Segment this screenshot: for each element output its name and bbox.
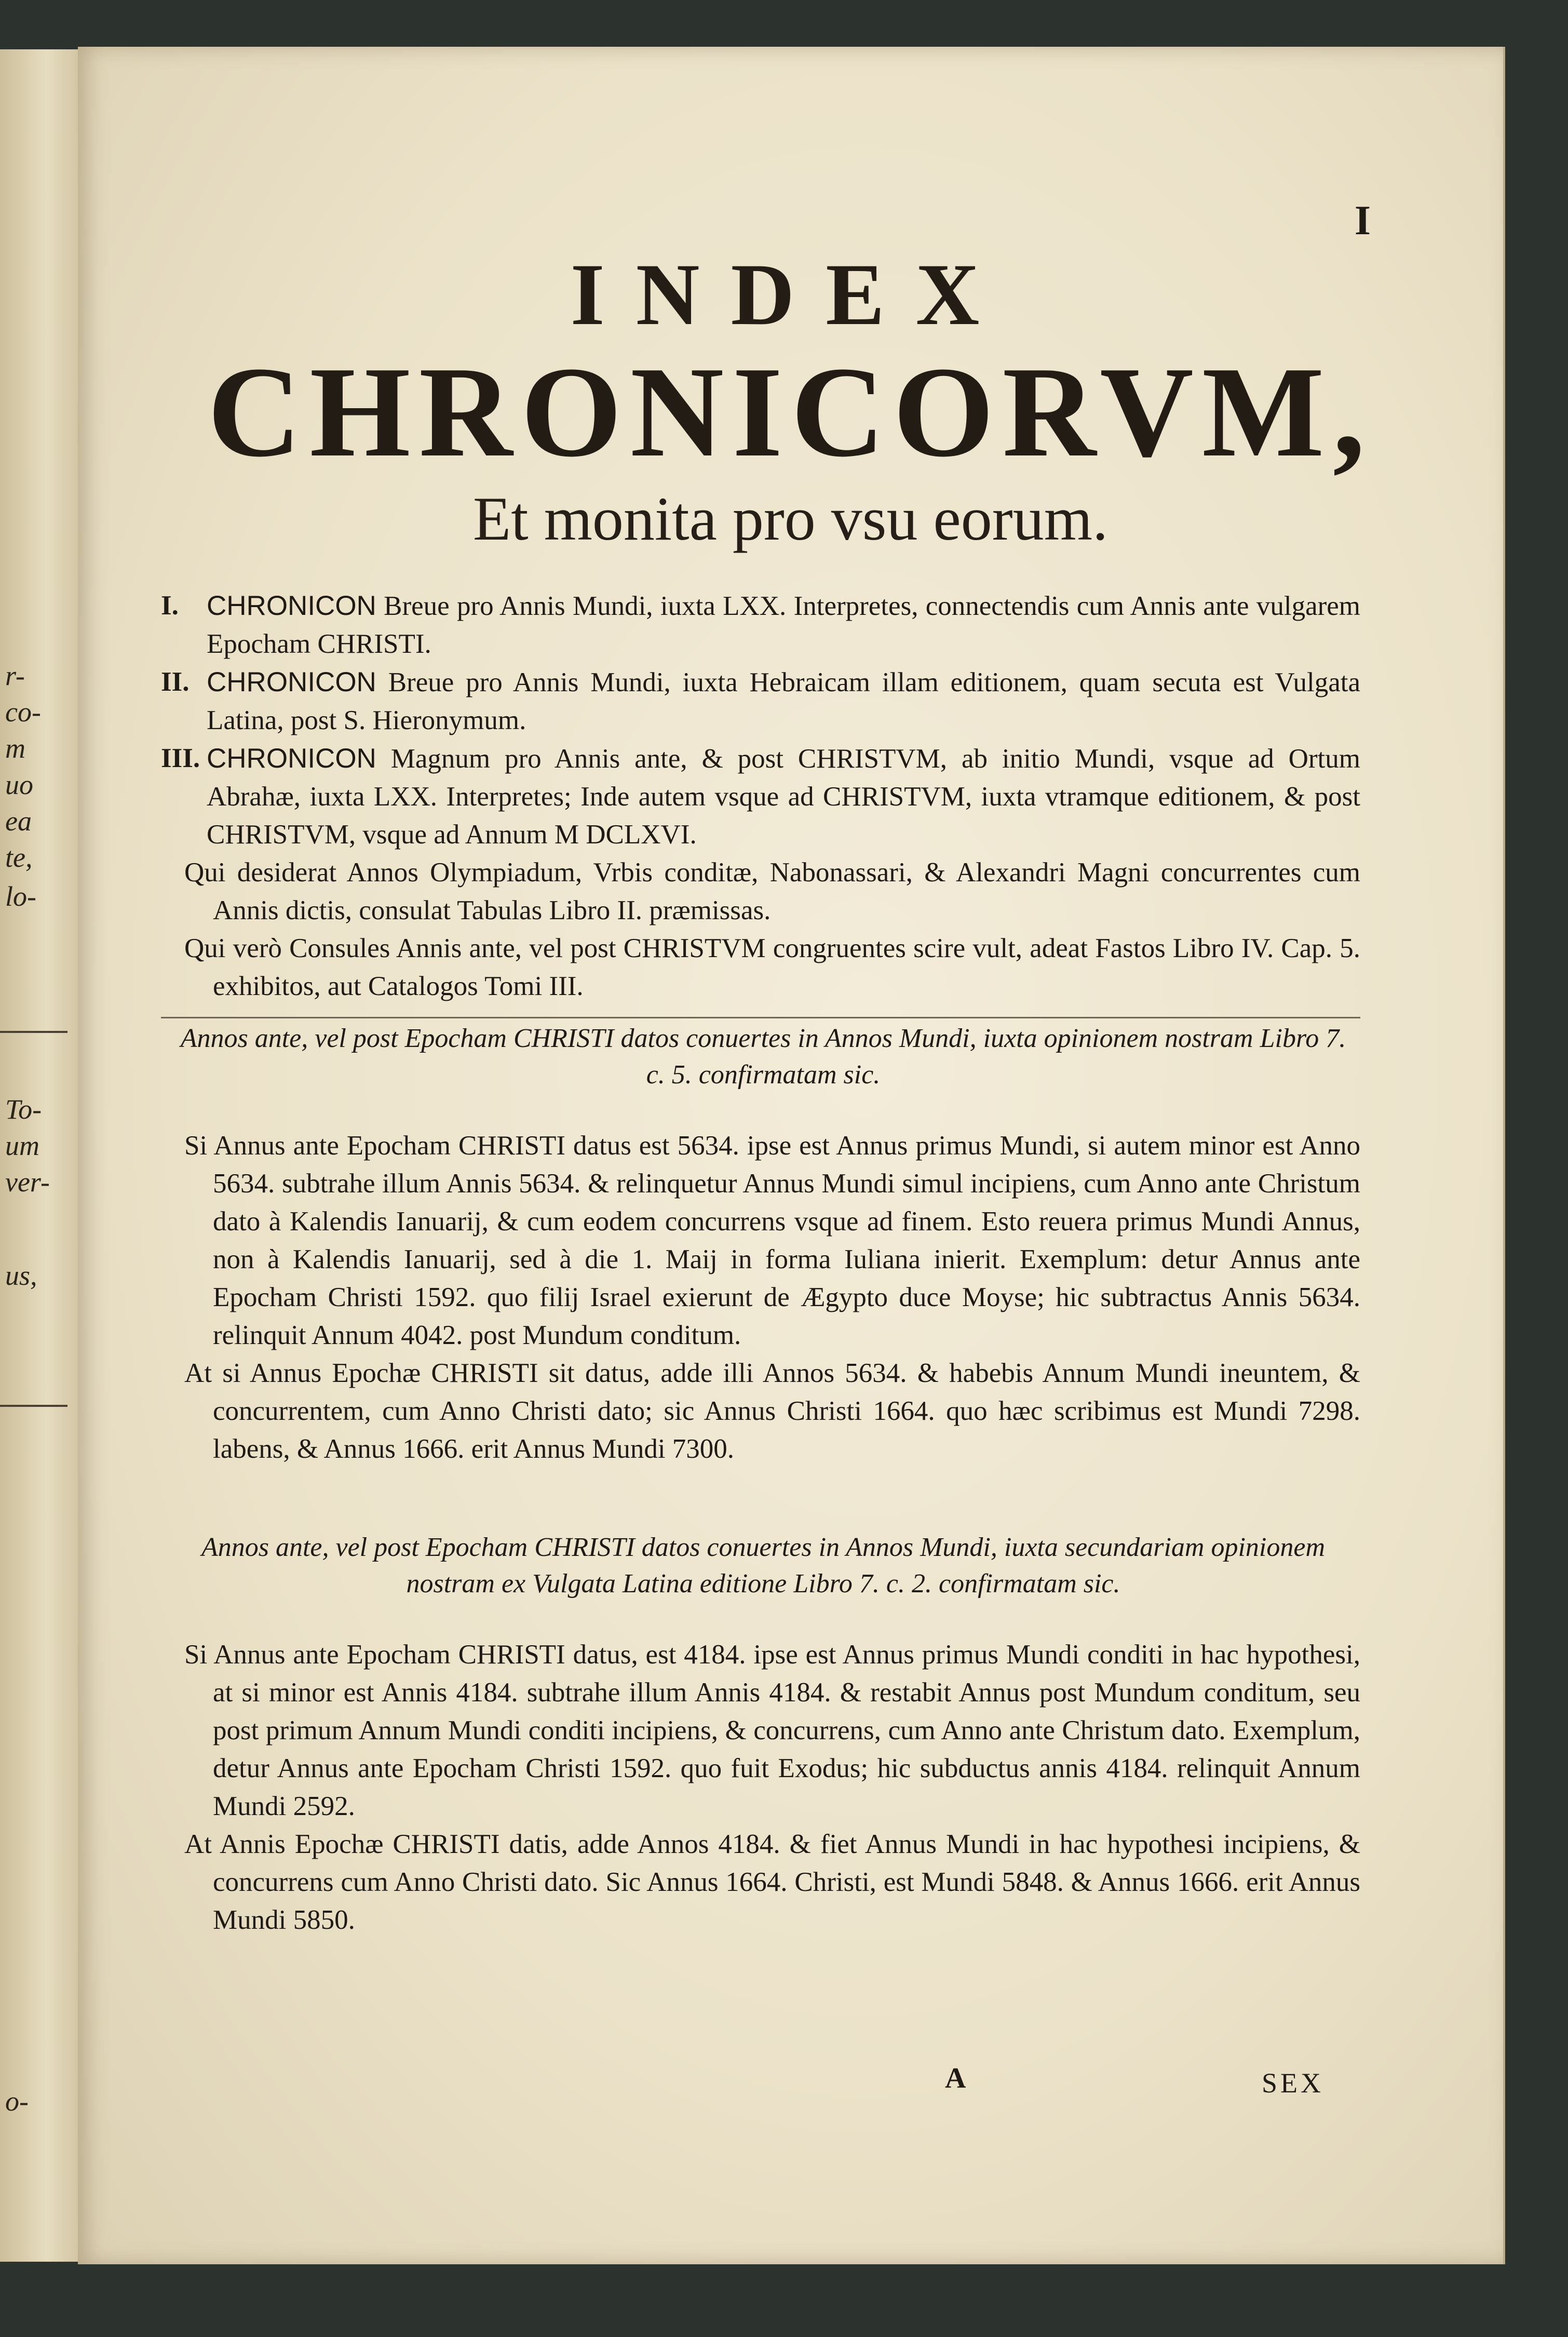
entry-heading: CHRONICON bbox=[207, 743, 376, 774]
margin-fragment: ver- bbox=[5, 1166, 50, 1198]
entry-heading: CHRONICON bbox=[207, 590, 376, 621]
margin-fragment: r- bbox=[5, 660, 25, 691]
section1-body bbox=[161, 1127, 1360, 1468]
entry-text: Breue pro Annis Mundi, iuxta Hebraicam illam editionem, quam secuta est Vulgata Latina, post S. Hieronymum. bbox=[207, 667, 1361, 735]
section1-paragraph: At si Annus Epochæ CHRISTI sit datus, adde illi Annos 5634. & habebis Annum Mundi ineuntem, & concurrentem, cum Anno Christi dato; sic Annus Christi 1664. quo hæc scribimus est Mundi 7298. labens, & Annus 1666. erit Annus Mundi 7300. bbox=[184, 1358, 1360, 1464]
entry-text: Magnum pro Annis ante, & post CHRISTVM, ab initio Mundi, vsque ad Ortum Abrahæ, iuxta LXX. Interpretes; Inde autem vsque ad CHRISTVM, iuxta vtramque editionem, & post CHRISTVM, vsque ad Annum M DCLXVI. bbox=[207, 744, 1361, 850]
title-index: INDEX bbox=[570, 246, 1011, 343]
margin-rule bbox=[0, 1405, 67, 1407]
margin-fragment: To- bbox=[5, 1094, 42, 1125]
book-page bbox=[78, 47, 1505, 2264]
signature-mark: A bbox=[945, 2062, 966, 2094]
list-item bbox=[161, 740, 1360, 854]
chronicon-list bbox=[161, 587, 1360, 1018]
margin-fragment: lo- bbox=[5, 881, 36, 912]
section1-paragraph: Si Annus ante Epocham CHRISTI datus est 5634. ipse est Annus primus Mundi, si autem minor est Anno 5634. subtrahe illum Annis 5634. & relinquetur Annus Mundi simul incipiens, cum Anno ante Christum dato à Kalendis Ianuarij, & cum eodem concurrens vsque ad finem. Esto reuera primus Mundi Annus, non à Kalendis Ianuarij, sed à die 1. Maij in forma Iuliana inierit. Exemplum: detur Annus ante Epocham Christi 1592. quo filij Israel exierunt de Ægypto duce Moyse; hic subtractus Annis 5634. relinquit Annum 4042. post Mundum conditum. bbox=[184, 1131, 1360, 1350]
section2-paragraph: Si Annus ante Epocham CHRISTI datus, est 4184. ipse est Annus primus Mundi conditi in hac hypothesi, at si minor est Annis 4184. subtrahe illum Annis 4184. & restabit Annus post Mundum conditum, seu post primum Annum Mundi conditi incipiens, & concurrens, cum Anno ante Christum dato. Exemplum, detur Annus ante Epocham Christi 1592. quo fuit Exodus; hic subductus annis 4184. relinquit Annum Mundi 2592. bbox=[184, 1640, 1360, 1821]
margin-fragment: co- bbox=[5, 696, 41, 728]
note-consuls: Qui verò Consules Annis ante, vel post CHRISTVM congruentes scire vult, adeat Fastos Libro IV. Cap. 5. exhibitos, aut Catalogos Tomi III. bbox=[184, 933, 1360, 1001]
margin-fragment: us, bbox=[5, 1260, 37, 1291]
margin-fragment: um bbox=[5, 1130, 39, 1161]
entry-number: III. bbox=[161, 743, 200, 773]
list-item bbox=[161, 663, 1360, 740]
entry-heading: CHRONICON bbox=[207, 667, 376, 697]
left-facing-page bbox=[0, 49, 81, 2262]
list-item bbox=[161, 587, 1360, 663]
entry-text: Breue pro Annis Mundi, iuxta LXX. Interpretes, connectendis cum Annis ante vulgarem Epocham CHRISTI. bbox=[207, 591, 1360, 659]
margin-fragment: ea bbox=[5, 805, 32, 837]
section-rule bbox=[161, 1017, 1360, 1018]
entry-number: I. bbox=[161, 590, 179, 621]
folio-number: I bbox=[1354, 198, 1371, 244]
catchword: SEX bbox=[1262, 2067, 1324, 2099]
title-subtitle: Et monita pro vsu eorum. bbox=[472, 484, 1109, 553]
margin-fragment: o- bbox=[5, 2086, 29, 2117]
margin-fragment: uo bbox=[5, 769, 33, 800]
section2-paragraph: At Annis Epochæ CHRISTI datis, adde Annos 4184. & fiet Annus Mundi in hac hypothesi incipiens, & concurrens cum Anno Christi dato. Sic Annus 1664. Christi, est Mundi 5848. & Annus 1666. erit Annus Mundi 5850. bbox=[184, 1829, 1360, 1935]
title-chronicorum: CHRONICORVM, bbox=[207, 340, 1374, 484]
section1-caption: Annos ante, vel post Epocham CHRISTI datos conuertes in Annos Mundi, iuxta opinionem nostram Libro 7. c. 5. confirmatam sic. bbox=[180, 1024, 1346, 1090]
entry-number: II. bbox=[161, 667, 190, 697]
section2-body bbox=[161, 1636, 1360, 1939]
note-olympiads: Qui desiderat Annos Olympiadum, Vrbis conditæ, Nabonassari, & Alexandri Magni concurrentes cum Annis dictis, consulat Tabulas Libro II. præmissas. bbox=[184, 857, 1360, 925]
section2-caption: Annos ante, vel post Epocham CHRISTI datos conuertes in Annos Mundi, iuxta secundariam opinionem nostram ex Vulgata Latina editione Libro 7. c. 2. confirmatam sic. bbox=[201, 1533, 1326, 1599]
margin-fragment: m bbox=[5, 733, 25, 764]
margin-rule bbox=[0, 1031, 67, 1033]
margin-fragment: te, bbox=[5, 842, 33, 873]
